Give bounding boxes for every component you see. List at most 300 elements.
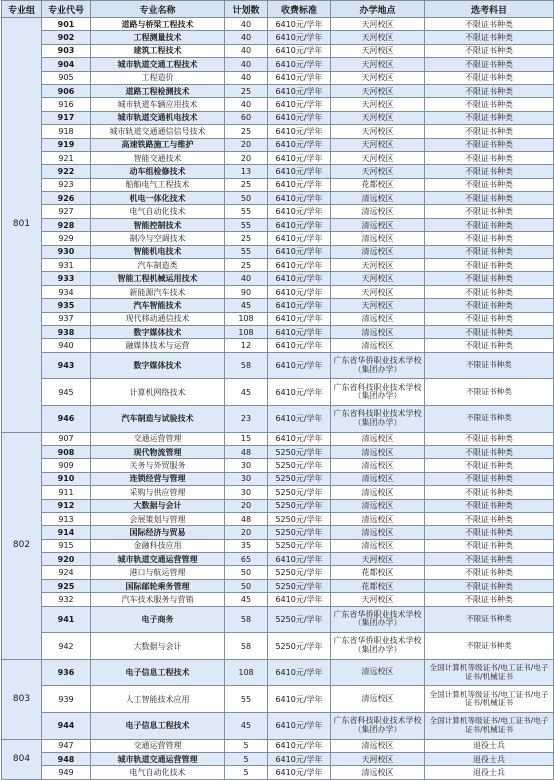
table-row [2, 472, 554, 485]
major-name-cell: 港口与航运管理 [91, 566, 225, 579]
fee-cell: 6410元/学年 [268, 205, 331, 218]
plan-count-cell: 45 [225, 713, 268, 740]
fee-cell: 5250元/学年 [268, 472, 331, 485]
plan-count-cell: 25 [225, 125, 268, 138]
code-cell: 949 [42, 766, 91, 779]
subjects-cell: 不限证书种类 [425, 379, 554, 406]
subjects-cell: 不限证书种类 [425, 606, 554, 633]
code-cell: 903 [42, 44, 91, 57]
major-name-cell: 融媒体技术与运营 [91, 339, 225, 352]
plan-count-cell: 45 [225, 299, 268, 312]
table-row [2, 405, 554, 432]
fee-cell: 5250元/学年 [268, 566, 331, 579]
subjects-cell: 不限证书种类 [425, 218, 554, 231]
subjects-cell: 不限证书种类 [425, 84, 554, 97]
code-cell: 918 [42, 125, 91, 138]
subjects-cell: 不限证书种类 [425, 633, 554, 660]
subjects-cell: 退役士兵 [425, 739, 554, 752]
plan-count-cell: 5 [225, 752, 268, 765]
subjects-cell: 不限证书种类 [425, 499, 554, 512]
location-cell: 花都校区 [331, 178, 425, 191]
location-cell: 清远校区 [331, 499, 425, 512]
code-cell: 937 [42, 312, 91, 325]
major-name-cell: 道路工程检测技术 [91, 84, 225, 97]
location-cell: 清远校区 [331, 472, 425, 485]
table-row [2, 218, 554, 231]
code-cell: 902 [42, 31, 91, 44]
plan-count-cell: 50 [225, 566, 268, 579]
plan-count-cell: 23 [225, 405, 268, 432]
table-row [2, 111, 554, 124]
code-cell: 943 [42, 352, 91, 379]
location-cell: 清远校区 [331, 539, 425, 552]
table-row [2, 512, 554, 525]
location-cell: 天河校区 [331, 18, 425, 31]
fee-cell: 6410元/学年 [268, 192, 331, 205]
plan-count-cell: 55 [225, 245, 268, 258]
location-cell: 清远校区 [331, 192, 425, 205]
fee-cell: 6410元/学年 [268, 432, 331, 445]
fee-cell: 6410元/学年 [268, 259, 331, 272]
fee-cell: 6410元/学年 [268, 312, 331, 325]
plan-count-cell: 108 [225, 325, 268, 338]
fee-cell: 6410元/学年 [268, 138, 331, 151]
subjects-cell: 不限证书种类 [425, 98, 554, 111]
fee-cell: 6410元/学年 [268, 285, 331, 298]
fee-cell: 5250元/学年 [268, 633, 331, 660]
subjects-cell: 全国计算机等级证书/电工证书/电子证书/机械证书 [425, 713, 554, 740]
major-name-cell: 机电一体化技术 [91, 192, 225, 205]
code-cell: 932 [42, 593, 91, 606]
location-cell: 天河校区 [331, 272, 425, 285]
location-cell: 天河校区 [331, 111, 425, 124]
plan-count-cell: 55 [225, 686, 268, 713]
table-row [2, 232, 554, 245]
subjects-cell: 不限证书种类 [425, 325, 554, 338]
table-row [2, 579, 554, 592]
plan-count-cell: 40 [225, 58, 268, 71]
subjects-cell: 不限证书种类 [425, 432, 554, 445]
fee-cell: 6410元/学年 [268, 18, 331, 31]
plan-count-cell: 58 [225, 352, 268, 379]
subjects-cell: 退役士兵 [425, 752, 554, 765]
subjects-cell: 不限证书种类 [425, 165, 554, 178]
fee-cell: 6410元/学年 [268, 713, 331, 740]
major-name-cell: 人工智能技术应用 [91, 686, 225, 713]
code-cell: 910 [42, 472, 91, 485]
code-cell: 929 [42, 232, 91, 245]
table-row [2, 486, 554, 499]
fee-cell: 6410元/学年 [268, 659, 331, 686]
subjects-cell: 不限证书种类 [425, 566, 554, 579]
fee-cell: 6410元/学年 [268, 232, 331, 245]
major-name-cell: 电子信息工程技术 [91, 713, 225, 740]
table-row [2, 58, 554, 71]
location-cell: 清远校区 [331, 739, 425, 752]
group-cell: 804 [2, 739, 42, 779]
table-row [2, 138, 554, 151]
subjects-cell: 不限证书种类 [425, 285, 554, 298]
subjects-cell: 不限证书种类 [425, 192, 554, 205]
code-cell: 933 [42, 272, 91, 285]
table-row [2, 379, 554, 406]
plan-count-cell: 45 [225, 593, 268, 606]
table-row [2, 633, 554, 660]
fee-cell: 5250元/学年 [268, 499, 331, 512]
fee-cell: 6410元/学年 [268, 151, 331, 164]
fee-cell: 5250元/学年 [268, 579, 331, 592]
table-row [2, 713, 554, 740]
table-row [2, 98, 554, 111]
code-cell: 921 [42, 151, 91, 164]
subjects-cell: 不限证书种类 [425, 125, 554, 138]
header-plan: 计划数 [225, 1, 268, 18]
location-cell: 广东省科技职业技术学校（集团办学） [331, 713, 425, 740]
group-cell: 801 [2, 18, 42, 433]
code-cell: 946 [42, 405, 91, 432]
major-name-cell: 交通运营管理 [91, 432, 225, 445]
location-cell: 天河校区 [331, 553, 425, 566]
major-name-cell: 高速铁路施工与维护 [91, 138, 225, 151]
fee-cell: 6410元/学年 [268, 98, 331, 111]
plan-count-cell: 15 [225, 432, 268, 445]
fee-cell: 6410元/学年 [268, 178, 331, 191]
fee-cell: 6410元/学年 [268, 299, 331, 312]
subjects-cell: 不限证书种类 [425, 486, 554, 499]
code-cell: 925 [42, 579, 91, 592]
table-row [2, 766, 554, 779]
plan-count-cell: 30 [225, 459, 268, 472]
subjects-cell: 不限证书种类 [425, 593, 554, 606]
plan-count-cell: 25 [225, 178, 268, 191]
major-name-cell: 智能工程机械运用技术 [91, 272, 225, 285]
plan-count-cell: 25 [225, 232, 268, 245]
major-name-cell: 船舶电气工程技术 [91, 178, 225, 191]
header-fee: 收费标准 [268, 1, 331, 18]
code-cell: 935 [42, 299, 91, 312]
table-row [2, 84, 554, 97]
fee-cell: 5250元/学年 [268, 526, 331, 539]
table-row [2, 459, 554, 472]
location-cell: 天河校区 [331, 593, 425, 606]
code-cell: 936 [42, 659, 91, 686]
header-subjects: 选考科目 [425, 1, 554, 18]
major-name-cell: 工程测量技术 [91, 31, 225, 44]
subjects-cell: 不限证书种类 [425, 245, 554, 258]
subjects-cell: 不限证书种类 [425, 232, 554, 245]
fee-cell: 6410元/学年 [268, 218, 331, 231]
location-cell: 清远校区 [331, 339, 425, 352]
fee-cell: 6410元/学年 [268, 352, 331, 379]
subjects-cell: 不限证书种类 [425, 539, 554, 552]
fee-cell: 6410元/学年 [268, 686, 331, 713]
major-name-cell: 城市轨道交通运营管理 [91, 752, 225, 765]
table-row [2, 151, 554, 164]
major-name-cell: 现代移动通信技术 [91, 312, 225, 325]
location-cell: 清远校区 [331, 686, 425, 713]
plan-count-cell: 48 [225, 512, 268, 525]
plan-count-cell: 108 [225, 659, 268, 686]
location-cell: 清远校区 [331, 526, 425, 539]
location-cell: 天河校区 [331, 84, 425, 97]
table-row [2, 539, 554, 552]
subjects-cell: 不限证书种类 [425, 472, 554, 485]
fee-cell: 6410元/学年 [268, 325, 331, 338]
major-name-cell: 关务与外贸服务 [91, 459, 225, 472]
plan-count-cell: 45 [225, 379, 268, 406]
major-name-cell: 电子商务 [91, 606, 225, 633]
subjects-cell: 不限证书种类 [425, 111, 554, 124]
table-row [2, 659, 554, 686]
table-row [2, 526, 554, 539]
code-cell: 926 [42, 192, 91, 205]
subjects-cell: 不限证书种类 [425, 31, 554, 44]
code-cell: 919 [42, 138, 91, 151]
code-cell: 941 [42, 606, 91, 633]
location-cell: 清远校区 [331, 325, 425, 338]
table-row [2, 752, 554, 765]
plan-count-cell: 55 [225, 218, 268, 231]
major-name-cell: 大数据与会计 [91, 633, 225, 660]
table-row [2, 686, 554, 713]
code-cell: 909 [42, 459, 91, 472]
location-cell: 天河校区 [331, 71, 425, 84]
major-name-cell: 动车组检修技术 [91, 165, 225, 178]
major-name-cell: 汽车智能技术 [91, 299, 225, 312]
plan-count-cell: 48 [225, 445, 268, 458]
plan-count-cell: 20 [225, 151, 268, 164]
plan-count-cell: 12 [225, 339, 268, 352]
major-name-cell: 金融科技应用 [91, 539, 225, 552]
table-row [2, 325, 554, 338]
code-cell: 930 [42, 245, 91, 258]
location-cell: 清远校区 [331, 232, 425, 245]
location-cell: 清远校区 [331, 659, 425, 686]
table-row [2, 245, 554, 258]
table-row [2, 31, 554, 44]
major-name-cell: 制冷与空调技术 [91, 232, 225, 245]
header-group: 专业组 [2, 1, 42, 18]
major-name-cell: 国际经济与贸易 [91, 526, 225, 539]
fee-cell: 6410元/学年 [268, 245, 331, 258]
code-cell: 934 [42, 285, 91, 298]
subjects-cell: 不限证书种类 [425, 299, 554, 312]
code-cell: 920 [42, 553, 91, 566]
plan-count-cell: 60 [225, 111, 268, 124]
group-cell: 802 [2, 432, 42, 659]
code-cell: 916 [42, 98, 91, 111]
plan-count-cell: 40 [225, 18, 268, 31]
fee-cell: 6410元/学年 [268, 71, 331, 84]
admission-plan-table [1, 0, 554, 780]
fee-cell: 6410元/学年 [268, 739, 331, 752]
table-row [2, 432, 554, 445]
table-row [2, 312, 554, 325]
plan-count-cell: 40 [225, 31, 268, 44]
code-cell: 947 [42, 739, 91, 752]
location-cell: 天河校区 [331, 44, 425, 57]
code-cell: 927 [42, 205, 91, 218]
major-name-cell: 建筑工程技术 [91, 44, 225, 57]
location-cell: 清远校区 [331, 432, 425, 445]
location-cell: 广东省科技职业技术学校（集团办学） [331, 379, 425, 406]
subjects-cell: 不限证书种类 [425, 512, 554, 525]
plan-count-cell: 90 [225, 285, 268, 298]
location-cell: 天河校区 [331, 125, 425, 138]
plan-count-cell: 35 [225, 539, 268, 552]
major-name-cell: 道路与桥梁工程技术 [91, 18, 225, 31]
fee-cell: 6410元/学年 [268, 44, 331, 57]
location-cell: 天河校区 [331, 165, 425, 178]
major-name-cell: 电气自动化技术 [91, 205, 225, 218]
table-row [2, 606, 554, 633]
fee-cell: 6410元/学年 [268, 553, 331, 566]
code-cell: 944 [42, 713, 91, 740]
location-cell: 清远校区 [331, 312, 425, 325]
table-row [2, 272, 554, 285]
location-cell: 天河校区 [331, 285, 425, 298]
location-cell: 花都校区 [331, 566, 425, 579]
table-row [2, 178, 554, 191]
header-code: 专业代号 [42, 1, 91, 18]
table-row [2, 739, 554, 752]
header-row [2, 1, 554, 18]
major-name-cell: 城市轨道交通通信信号技术 [91, 125, 225, 138]
plan-count-cell: 25 [225, 84, 268, 97]
major-name-cell: 智能控制技术 [91, 218, 225, 231]
fee-cell: 6410元/学年 [268, 165, 331, 178]
plan-count-cell: 13 [225, 165, 268, 178]
plan-count-cell: 5 [225, 766, 268, 779]
code-cell: 912 [42, 499, 91, 512]
subjects-cell: 不限证书种类 [425, 272, 554, 285]
major-name-cell: 交通运营管理 [91, 739, 225, 752]
fee-cell: 6410元/学年 [268, 111, 331, 124]
major-name-cell: 采购与供应管理 [91, 486, 225, 499]
header-name: 专业名称 [91, 1, 225, 18]
fee-cell: 5250元/学年 [268, 445, 331, 458]
major-name-cell: 工程造价 [91, 71, 225, 84]
location-cell: 广东省华侨职业技术学校（集团办学） [331, 633, 425, 660]
plan-count-cell: 20 [225, 138, 268, 151]
table-row [2, 339, 554, 352]
table-row [2, 445, 554, 458]
major-name-cell: 数字媒体技术 [91, 325, 225, 338]
code-cell: 928 [42, 218, 91, 231]
major-name-cell: 汽车技术服务与营销 [91, 593, 225, 606]
subjects-cell: 不限证书种类 [425, 58, 554, 71]
code-cell: 922 [42, 165, 91, 178]
plan-count-cell: 55 [225, 205, 268, 218]
table-row [2, 71, 554, 84]
code-cell: 915 [42, 539, 91, 552]
location-cell: 清远校区 [331, 205, 425, 218]
major-name-cell: 数字媒体技术 [91, 352, 225, 379]
plan-count-cell: 50 [225, 192, 268, 205]
subjects-cell: 不限证书种类 [425, 151, 554, 164]
code-cell: 931 [42, 259, 91, 272]
location-cell: 天河校区 [331, 58, 425, 71]
code-cell: 905 [42, 71, 91, 84]
location-cell: 清远校区 [331, 486, 425, 499]
subjects-cell: 不限证书种类 [425, 339, 554, 352]
plan-count-cell: 40 [225, 272, 268, 285]
location-cell: 天河校区 [331, 299, 425, 312]
fee-cell: 6410元/学年 [268, 766, 331, 779]
code-cell: 914 [42, 526, 91, 539]
major-name-cell: 新能源汽车技术 [91, 285, 225, 298]
plan-count-cell: 65 [225, 553, 268, 566]
code-cell: 940 [42, 339, 91, 352]
major-name-cell: 智能交通技术 [91, 151, 225, 164]
code-cell: 911 [42, 486, 91, 499]
code-cell: 913 [42, 512, 91, 525]
subjects-cell: 不限证书种类 [425, 352, 554, 379]
location-cell: 广东省华侨职业技术学校（集团办学） [331, 352, 425, 379]
location-cell: 清远校区 [331, 245, 425, 258]
table-row [2, 44, 554, 57]
code-cell: 907 [42, 432, 91, 445]
fee-cell: 6410元/学年 [268, 593, 331, 606]
major-name-cell: 电气自动化技术 [91, 766, 225, 779]
table-row [2, 192, 554, 205]
location-cell: 广东省科技职业技术学校（集团办学） [331, 405, 425, 432]
table-row [2, 299, 554, 312]
location-cell: 天河校区 [331, 259, 425, 272]
fee-cell: 6410元/学年 [268, 339, 331, 352]
plan-count-cell: 108 [225, 312, 268, 325]
code-cell: 908 [42, 445, 91, 458]
table-row [2, 125, 554, 138]
plan-count-cell: 40 [225, 98, 268, 111]
code-cell: 938 [42, 325, 91, 338]
plan-count-cell: 20 [225, 526, 268, 539]
table-row [2, 566, 554, 579]
code-cell: 904 [42, 58, 91, 71]
fee-cell: 5250元/学年 [268, 459, 331, 472]
subjects-cell: 不限证书种类 [425, 71, 554, 84]
subjects-cell: 不限证书种类 [425, 312, 554, 325]
table-row [2, 593, 554, 606]
fee-cell: 6410元/学年 [268, 125, 331, 138]
plan-count-cell: 5 [225, 739, 268, 752]
location-cell: 清远校区 [331, 459, 425, 472]
fee-cell: 5250元/学年 [268, 539, 331, 552]
subjects-cell: 不限证书种类 [425, 138, 554, 151]
subjects-cell: 不限证书种类 [425, 579, 554, 592]
location-cell: 清远校区 [331, 512, 425, 525]
location-cell: 天河校区 [331, 138, 425, 151]
location-cell: 花都校区 [331, 579, 425, 592]
plan-count-cell: 20 [225, 499, 268, 512]
subjects-cell: 不限证书种类 [425, 18, 554, 31]
table-row [2, 352, 554, 379]
plan-count-cell: 30 [225, 472, 268, 485]
subjects-cell: 不限证书种类 [425, 445, 554, 458]
subjects-cell: 全国计算机等级证书/电工证书/电子证书/机械证书 [425, 659, 554, 686]
plan-count-cell: 58 [225, 633, 268, 660]
code-cell: 939 [42, 686, 91, 713]
location-cell: 广东省华侨职业技术学校（集团办学） [331, 606, 425, 633]
subjects-cell: 不限证书种类 [425, 259, 554, 272]
fee-cell: 6410元/学年 [268, 405, 331, 432]
subjects-cell: 不限证书种类 [425, 553, 554, 566]
plan-count-cell: 40 [225, 44, 268, 57]
plan-count-cell: 58 [225, 606, 268, 633]
location-cell: 清远校区 [331, 766, 425, 779]
location-cell: 清远校区 [331, 445, 425, 458]
major-name-cell: 城市轨道车辆应用技术 [91, 98, 225, 111]
